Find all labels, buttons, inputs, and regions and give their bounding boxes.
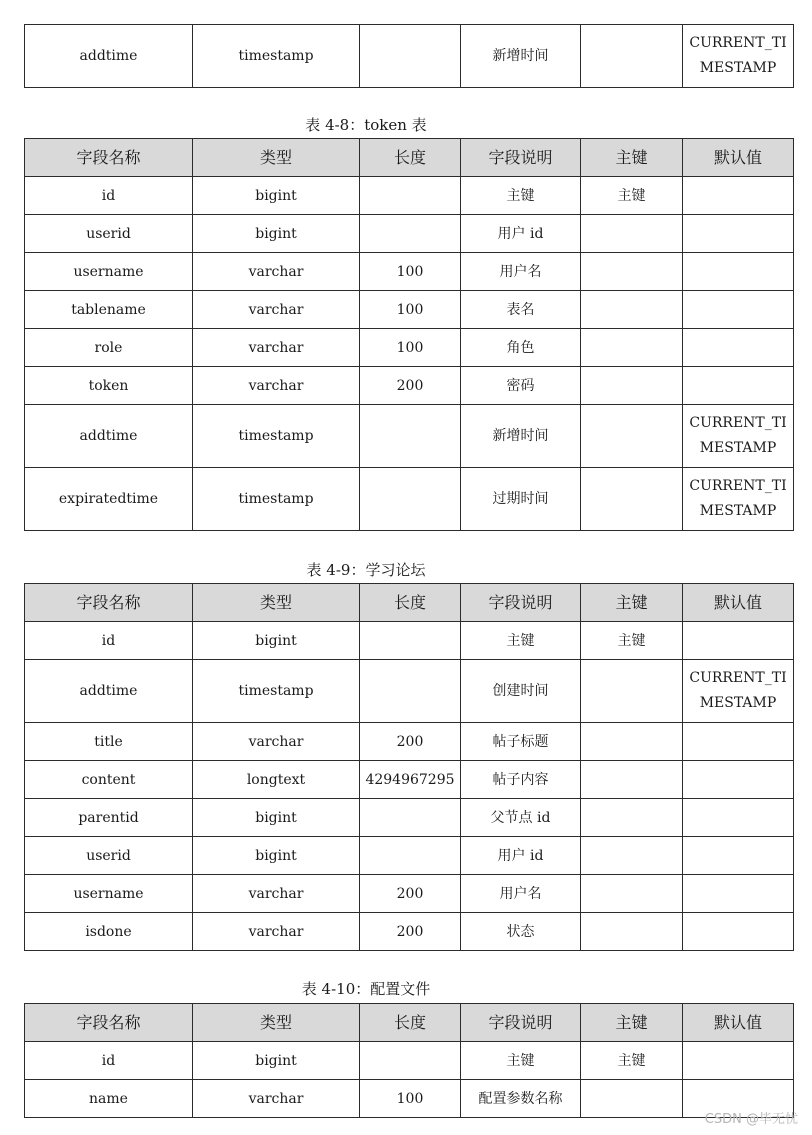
field-name-cell: userid bbox=[25, 837, 193, 875]
field-length-cell bbox=[360, 177, 461, 215]
field-default-cell bbox=[683, 367, 794, 405]
field-name-cell: tablename bbox=[25, 291, 193, 329]
table-row bbox=[25, 1080, 794, 1118]
field-length-cell: 200 bbox=[360, 875, 461, 913]
field-type-cell: timestamp bbox=[193, 25, 360, 88]
field-length-cell bbox=[360, 25, 461, 88]
field-name-cell: title bbox=[25, 723, 193, 761]
field-type-cell: varchar bbox=[193, 875, 360, 913]
header-type: 类型 bbox=[193, 584, 360, 622]
field-desc-cell: 用户 id bbox=[461, 215, 581, 253]
table-row bbox=[25, 405, 794, 468]
field-length-cell bbox=[360, 660, 461, 723]
field-length-cell bbox=[360, 799, 461, 837]
header-pk: 主键 bbox=[581, 139, 683, 177]
table-row bbox=[25, 25, 794, 88]
field-name-cell: addtime bbox=[25, 25, 193, 88]
field-pk-cell bbox=[581, 291, 683, 329]
field-length-cell: 200 bbox=[360, 723, 461, 761]
field-length-cell: 200 bbox=[360, 913, 461, 951]
header-type: 类型 bbox=[193, 139, 360, 177]
table-row bbox=[25, 875, 794, 913]
field-name-cell: isdone bbox=[25, 913, 193, 951]
csdn-watermark: CSDN @毕无忧 bbox=[704, 1112, 798, 1127]
table-row bbox=[25, 215, 794, 253]
field-length-cell: 100 bbox=[360, 291, 461, 329]
field-desc-cell: 用户 id bbox=[461, 837, 581, 875]
field-length-cell: 4294967295 bbox=[360, 761, 461, 799]
token-table bbox=[24, 138, 794, 531]
field-pk-cell: 主键 bbox=[581, 1042, 683, 1080]
header-length: 长度 bbox=[360, 1004, 461, 1042]
table-row bbox=[25, 723, 794, 761]
table-row bbox=[25, 253, 794, 291]
field-default-cell bbox=[683, 177, 794, 215]
field-type-cell: timestamp bbox=[193, 660, 360, 723]
table-row bbox=[25, 329, 794, 367]
field-default-cell: CURRENT_TIMESTAMP bbox=[683, 468, 794, 531]
field-pk-cell: 主键 bbox=[581, 622, 683, 660]
header-type: 类型 bbox=[193, 1004, 360, 1042]
field-default-cell bbox=[683, 837, 794, 875]
field-type-cell: timestamp bbox=[193, 468, 360, 531]
table-row bbox=[25, 799, 794, 837]
header-desc: 字段说明 bbox=[461, 584, 581, 622]
field-length-cell: 100 bbox=[360, 253, 461, 291]
field-default-cell: CURRENT_TIMESTAMP bbox=[683, 405, 794, 468]
table-row bbox=[25, 291, 794, 329]
table-header-row bbox=[25, 139, 794, 177]
field-name-cell: content bbox=[25, 761, 193, 799]
field-pk-cell bbox=[581, 215, 683, 253]
field-desc-cell: 过期时间 bbox=[461, 468, 581, 531]
field-name-cell: parentid bbox=[25, 799, 193, 837]
table-row bbox=[25, 761, 794, 799]
field-default-cell bbox=[683, 799, 794, 837]
field-type-cell: varchar bbox=[193, 253, 360, 291]
field-desc-cell: 父节点 id bbox=[461, 799, 581, 837]
field-type-cell: bigint bbox=[193, 1042, 360, 1080]
field-pk-cell bbox=[581, 913, 683, 951]
field-desc-cell: 新增时间 bbox=[461, 25, 581, 88]
header-default: 默认值 bbox=[683, 139, 794, 177]
field-default-cell: CURRENT_TIMESTAMP bbox=[683, 660, 794, 723]
table-caption-4-8: 表 4-8：token 表 bbox=[305, 116, 427, 134]
field-default-cell bbox=[683, 329, 794, 367]
field-desc-cell: 帖子内容 bbox=[461, 761, 581, 799]
field-pk-cell bbox=[581, 799, 683, 837]
table-row bbox=[25, 660, 794, 723]
forum-table bbox=[24, 583, 794, 951]
field-pk-cell bbox=[581, 761, 683, 799]
field-length-cell bbox=[360, 837, 461, 875]
field-length-cell: 100 bbox=[360, 329, 461, 367]
field-name-cell: addtime bbox=[25, 660, 193, 723]
field-type-cell: varchar bbox=[193, 913, 360, 951]
header-length: 长度 bbox=[360, 584, 461, 622]
field-desc-cell: 用户名 bbox=[461, 253, 581, 291]
config-table bbox=[24, 1003, 794, 1118]
field-desc-cell: 帖子标题 bbox=[461, 723, 581, 761]
field-desc-cell: 状态 bbox=[461, 913, 581, 951]
field-name-cell: id bbox=[25, 177, 193, 215]
table-row bbox=[25, 1042, 794, 1080]
table-row bbox=[25, 468, 794, 531]
field-type-cell: varchar bbox=[193, 1080, 360, 1118]
field-length-cell bbox=[360, 405, 461, 468]
field-name-cell: expiratedtime bbox=[25, 468, 193, 531]
field-desc-cell: 配置参数名称 bbox=[461, 1080, 581, 1118]
field-pk-cell bbox=[581, 468, 683, 531]
field-type-cell: bigint bbox=[193, 177, 360, 215]
field-pk-cell bbox=[581, 1080, 683, 1118]
field-name-cell: role bbox=[25, 329, 193, 367]
field-default-cell bbox=[683, 723, 794, 761]
table-row bbox=[25, 913, 794, 951]
field-name-cell: id bbox=[25, 622, 193, 660]
field-pk-cell bbox=[581, 837, 683, 875]
header-default: 默认值 bbox=[683, 1004, 794, 1042]
header-desc: 字段说明 bbox=[461, 1004, 581, 1042]
field-desc-cell: 密码 bbox=[461, 367, 581, 405]
field-length-cell bbox=[360, 1042, 461, 1080]
field-pk-cell bbox=[581, 25, 683, 88]
field-default-cell bbox=[683, 1042, 794, 1080]
field-pk-cell bbox=[581, 660, 683, 723]
field-pk-cell bbox=[581, 329, 683, 367]
field-length-cell: 100 bbox=[360, 1080, 461, 1118]
header-pk: 主键 bbox=[581, 1004, 683, 1042]
field-name-cell: username bbox=[25, 253, 193, 291]
field-type-cell: bigint bbox=[193, 622, 360, 660]
header-field-name: 字段名称 bbox=[25, 1004, 193, 1042]
field-pk-cell: 主键 bbox=[581, 177, 683, 215]
field-desc-cell: 主键 bbox=[461, 177, 581, 215]
table-caption-4-10: 表 4-10：配置文件 bbox=[301, 980, 431, 998]
table-header-row bbox=[25, 584, 794, 622]
field-default-cell bbox=[683, 761, 794, 799]
field-pk-cell bbox=[581, 875, 683, 913]
field-type-cell: varchar bbox=[193, 367, 360, 405]
field-desc-cell: 新增时间 bbox=[461, 405, 581, 468]
table-caption-4-9: 表 4-9：学习论坛 bbox=[306, 561, 426, 579]
header-desc: 字段说明 bbox=[461, 139, 581, 177]
field-type-cell: timestamp bbox=[193, 405, 360, 468]
field-default-cell: CURRENT_TIMESTAMP bbox=[683, 25, 794, 88]
field-desc-cell: 主键 bbox=[461, 622, 581, 660]
field-name-cell: userid bbox=[25, 215, 193, 253]
field-length-cell: 200 bbox=[360, 367, 461, 405]
field-default-cell bbox=[683, 622, 794, 660]
field-type-cell: varchar bbox=[193, 723, 360, 761]
previous-table-fragment bbox=[24, 24, 794, 88]
field-desc-cell: 主键 bbox=[461, 1042, 581, 1080]
field-pk-cell bbox=[581, 723, 683, 761]
header-pk: 主键 bbox=[581, 584, 683, 622]
field-type-cell: bigint bbox=[193, 837, 360, 875]
field-type-cell: varchar bbox=[193, 291, 360, 329]
field-length-cell bbox=[360, 468, 461, 531]
header-field-name: 字段名称 bbox=[25, 584, 193, 622]
field-type-cell: longtext bbox=[193, 761, 360, 799]
field-name-cell: name bbox=[25, 1080, 193, 1118]
table-row bbox=[25, 367, 794, 405]
field-default-cell bbox=[683, 253, 794, 291]
field-type-cell: bigint bbox=[193, 799, 360, 837]
field-default-cell bbox=[683, 875, 794, 913]
table-header-row bbox=[25, 1004, 794, 1042]
field-name-cell: username bbox=[25, 875, 193, 913]
field-default-cell bbox=[683, 215, 794, 253]
field-desc-cell: 用户名 bbox=[461, 875, 581, 913]
field-pk-cell bbox=[581, 367, 683, 405]
field-name-cell: addtime bbox=[25, 405, 193, 468]
field-length-cell bbox=[360, 622, 461, 660]
field-default-cell bbox=[683, 291, 794, 329]
field-name-cell: token bbox=[25, 367, 193, 405]
field-default-cell bbox=[683, 913, 794, 951]
table-row bbox=[25, 837, 794, 875]
field-type-cell: varchar bbox=[193, 329, 360, 367]
field-desc-cell: 角色 bbox=[461, 329, 581, 367]
table-row bbox=[25, 177, 794, 215]
table-row bbox=[25, 622, 794, 660]
field-pk-cell bbox=[581, 253, 683, 291]
header-length: 长度 bbox=[360, 139, 461, 177]
field-desc-cell: 创建时间 bbox=[461, 660, 581, 723]
header-default: 默认值 bbox=[683, 584, 794, 622]
field-desc-cell: 表名 bbox=[461, 291, 581, 329]
field-length-cell bbox=[360, 215, 461, 253]
field-name-cell: id bbox=[25, 1042, 193, 1080]
field-type-cell: bigint bbox=[193, 215, 360, 253]
header-field-name: 字段名称 bbox=[25, 139, 193, 177]
field-pk-cell bbox=[581, 405, 683, 468]
